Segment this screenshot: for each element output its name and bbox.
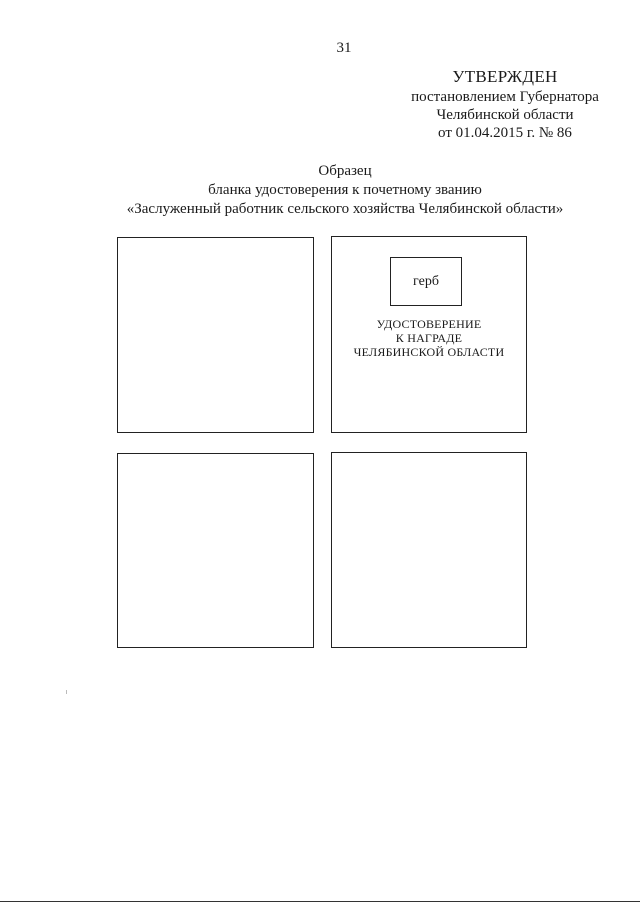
scan-mark [66, 690, 67, 694]
certificate-title [332, 317, 526, 359]
approval-line-region: Челябинской области [436, 107, 574, 123]
certificate-title-line-1: УДОСТОВЕРЕНИЕ [376, 317, 482, 331]
sample-description-line-1: бланка удостоверения к почетному званию [208, 182, 482, 198]
blank-frame-bottom-left [117, 453, 314, 648]
approval-title: УТВЕРЖДЕН [452, 67, 558, 86]
approval-block [370, 68, 640, 142]
sample-description-line-2: «Заслуженный работник сельского хозяйства Челябинской области» [126, 201, 564, 217]
blank-frame-bottom-right [331, 452, 527, 648]
page-bottom-edge [0, 901, 640, 902]
certificate-title-line-3: ЧЕЛЯБИНСКОЙ ОБЛАСТИ [353, 345, 505, 359]
certificate-title-line-2: К НАГРАДЕ [395, 331, 463, 345]
emblem-label: герб [413, 273, 439, 289]
sample-label: Образец [318, 163, 372, 179]
blank-frame-top-left [117, 237, 314, 433]
approval-line-date: от 01.04.2015 г. № 86 [438, 125, 572, 141]
approval-line-decree: постановлением Губернатора [411, 89, 599, 105]
sample-heading [110, 162, 580, 219]
emblem-placeholder [390, 257, 462, 306]
certificate-cover-frame [331, 236, 527, 433]
page-number: 31 [336, 40, 352, 56]
